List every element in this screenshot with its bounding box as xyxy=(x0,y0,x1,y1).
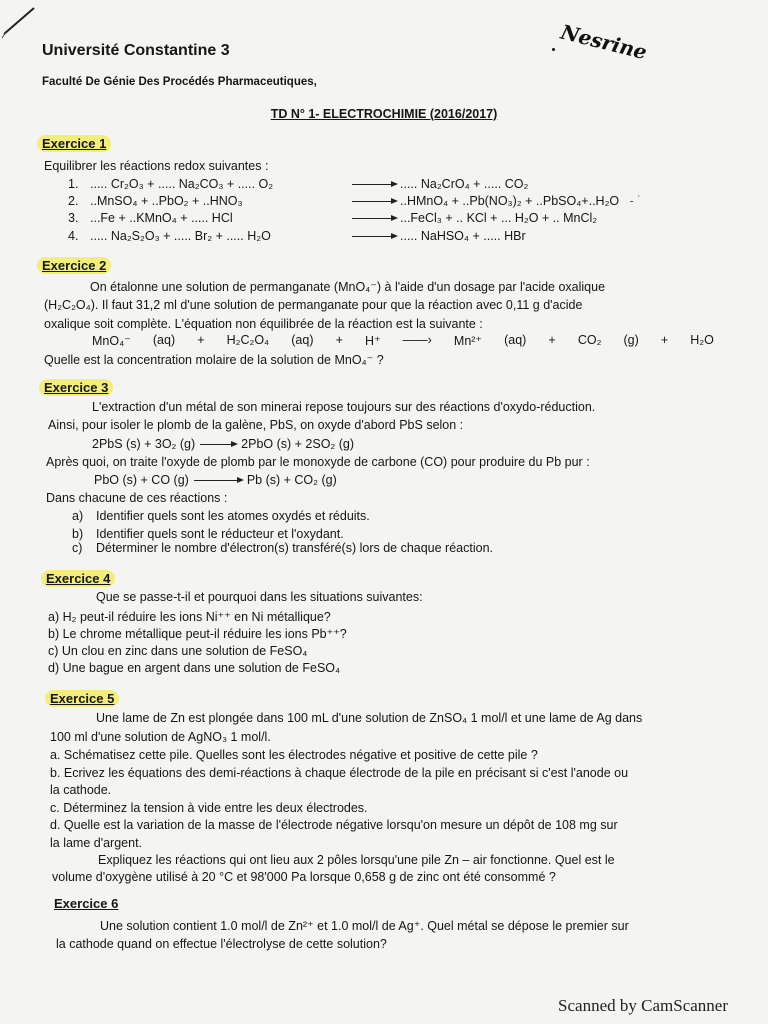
exercise-2-equation: MnO₄⁻ (aq) + H₂C₂O₄ (aq) + H⁺ ——› Mn²⁺ (aq) + CO₂ (g) + H₂O xyxy=(92,333,714,348)
reaction-row: 4. ..... Na₂S₂O₃ + ..... Br₂ + ..... H₂O ..... NaHSO₄ + ..... HBr xyxy=(68,229,526,243)
exercise-5-text-line: Une lame de Zn est plongée dans 100 mL d'une solution de ZnSO₄ 1 mol/l et une lame de Ag dans xyxy=(96,711,643,725)
exercise-2-heading: Exercice 2 xyxy=(42,258,111,273)
exercise-5-heading: Exercice 5 xyxy=(50,691,119,706)
exercise-3-equation-1: 2PbS (s) + 3O₂ (g) 2PbO (s) + 2SO₂ (g) xyxy=(92,437,355,451)
exercise-5-text-line: d. Quelle est la variation de la masse de l'électrode négative lorsqu'on mesure un dépôt de 108 mg sur xyxy=(50,818,618,832)
document-title: TD N° 1- ELECTROCHIMIE (2016/2017) xyxy=(270,107,498,121)
exercise-5-text-line: b. Ecrivez les équations des demi-réactions à chaque électrode de la pile en précisant si c'est l'anode ou xyxy=(50,766,629,780)
exercise-4-heading: Exercice 4 xyxy=(46,571,115,586)
pen-mark-icon xyxy=(0,0,40,40)
faculty-name: Faculté De Génie Des Procédés Pharmaceutiques, xyxy=(42,76,317,88)
arrow-icon xyxy=(352,236,396,237)
list-item: c) Un clou en zinc dans une solution de FeSO₄ xyxy=(48,644,308,658)
exercise-3-text-line: Après quoi, on traite l'oxyde de plomb par le monoxyde de carbone (CO) pour produire du Pb pur : xyxy=(46,455,590,469)
exercise-2-question: Quelle est la concentration molaire de la solution de MnO₄⁻ ? xyxy=(44,353,384,367)
arrow-icon xyxy=(352,218,396,219)
scanner-watermark: Scanned by CamScanner xyxy=(558,996,728,1015)
exercise-2-text-line: (H₂C₂O₄). Il faut 31,2 ml d'une solution de permanganate pour que la réaction avec 0,11 g d'acide xyxy=(44,298,583,312)
list-item: d) Une bague en argent dans une solution de FeSO₄ xyxy=(48,661,341,675)
exercise-6-text-line: la cathode quand on effectue l'électrolyse de cette solution? xyxy=(56,937,387,951)
exercise-3-equation-2: PbO (s) + CO (g) Pb (s) + CO₂ (g) xyxy=(94,473,337,487)
exercise-2-text-line: On étalonne une solution de permanganate (MnO₄⁻) à l'aide d'un dosage par l'acide oxalique xyxy=(90,280,606,294)
exercise-1-intro: Equilibrer les réactions redox suivantes : xyxy=(44,159,269,173)
reaction-row: 2. ..MnSO₄ + ..PbO₂ + ..HNO₃ ..HMnO₄ + ..Pb(NO₃)₂ + ..PbSO₄+..H₂O - ˙ xyxy=(68,194,642,208)
list-item: c) Déterminer le nombre d'électron(s) transféré(s) lors de chaque réaction. xyxy=(72,541,494,555)
exercise-5-text-line: la lame d'argent. xyxy=(50,836,143,850)
list-item: a) H₂ peut-il réduire les ions Ni⁺⁺ en Ni métallique? xyxy=(48,610,331,624)
exercise-5-text-line: c. Déterminez la tension à vide entre les deux électrodes. xyxy=(50,801,368,815)
exercise-5-text-line: volume d'oxygène utilisé à 20 °C et 98'000 Pa lorsque 0,658 g de zinc ont été consommé ? xyxy=(52,870,556,884)
exercise-5-text-line: a. Schématisez cette pile. Quelles sont les électrodes négative et positive de cette pile ? xyxy=(50,748,538,762)
exercise-5-text-line: la cathode. xyxy=(50,783,112,797)
arrow-icon xyxy=(352,184,396,185)
exercise-3-text-line: Dans chacune de ces réactions : xyxy=(46,491,228,505)
list-item: b) Le chrome métallique peut-il réduire les ions Pb⁺⁺? xyxy=(48,627,347,641)
arrow-icon xyxy=(200,444,236,445)
exercise-3-heading: Exercice 3 xyxy=(44,380,113,395)
signature-dot xyxy=(552,48,555,51)
exercise-6-text-line: Une solution contient 1.0 mol/l de Zn²⁺ et 1.0 mol/l de Ag⁺. Quel métal se dépose le premier sur xyxy=(100,919,629,933)
exercise-6-heading: Exercice 6 xyxy=(54,896,119,911)
exercise-5-text-line: 100 ml d'une solution de AgNO₃ 1 mol/l. xyxy=(50,730,271,744)
exercise-1-heading: Exercice 1 xyxy=(42,136,111,151)
reaction-row: 1. ..... Cr₂O₃ + ..... Na₂CO₃ + ..... O₂ ..... Na₂CrO₄ + ..... CO₂ xyxy=(68,177,529,191)
reaction-row: 3. ...Fe + ..KMnO₄ + ..... HCl ...FeCl₃ + .. KCl + ... H₂O + .. MnCl₂ xyxy=(68,211,598,225)
list-item: b) Identifier quels sont le réducteur et l'oxydant. xyxy=(72,527,344,541)
exercise-4-intro: Que se passe-t-il et pourquoi dans les situations suivantes: xyxy=(96,590,423,604)
handwritten-signature: Nesrine xyxy=(558,19,650,65)
arrow-icon xyxy=(352,201,396,202)
exercise-3-text-line: Ainsi, pour isoler le plomb de la galène, PbS, on oxyde d'abord PbS selon : xyxy=(48,418,464,432)
exercise-3-text-line: L'extraction d'un métal de son minerai repose toujours sur des réactions d'oxydo-réduction. xyxy=(92,400,596,414)
university-name: Université Constantine 3 xyxy=(42,42,230,59)
exercise-5-text-line: Expliquez les réactions qui ont lieu aux 2 pôles lorsqu'une pile Zn – air fonctionne. Quel est le xyxy=(98,853,615,867)
list-item: a) Identifier quels sont les atomes oxydés et réduits. xyxy=(72,509,370,523)
exercise-2-text-line: oxalique soit complète. L'équation non équilibrée de la réaction est la suivante : xyxy=(44,317,483,331)
arrow-icon xyxy=(194,480,242,481)
